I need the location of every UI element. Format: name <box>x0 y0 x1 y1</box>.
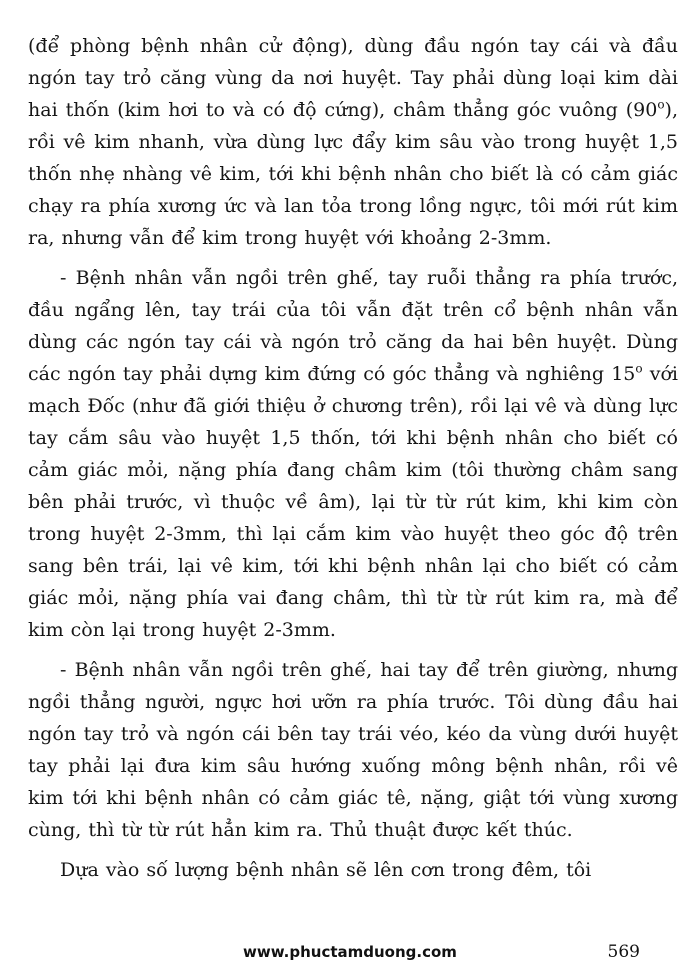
degree-superscript-2: o <box>635 361 643 376</box>
paragraph-2 <box>28 262 678 646</box>
degree-superscript-1: o <box>657 97 665 112</box>
paragraph-4: Dựa vào số lượng bệnh nhân sẽ lên cơn trong đêm, tôi <box>60 859 592 881</box>
page-body <box>28 30 678 886</box>
paragraph-1-text-b: ), rồi vê kim nhanh, vừa dùng lực đẩy kim sâu vào trong huyệt 1,5 thốn nhẹ nhàng vê kim, tới khi bệnh nhân cho biết là có cảm giác chạy ra phía xương ức và lan tỏa trong lồng ngực, tôi mới rút kim ra, nhưng vẫn để kim trong huyệt với khoảng 2-3mm. <box>28 99 678 249</box>
paragraph-1-text-a: (để phòng bệnh nhân cử động), dùng đầu ngón tay cái và đầu ngón tay trỏ căng vùng da nơi huyệt. Tay phải dùng loại kim dài hai thốn (kim hơi to và có độ cứng), châm thẳng góc vuông (90 <box>28 35 678 121</box>
paragraph-2-text-b: với mạch Đốc (như đã giới thiệu ở chương trên), rồi lại vê và dùng lực tay cắm sâu vào huyệt 1,5 thốn, tới khi bệnh nhân cho biết có cảm giác mỏi, nặng phía đang châm kim (tôi thường châm sang bên phải trước, vì thuộc về âm), lại từ từ rút kim, khi kim còn trong huyệt 2-3mm, thì lại cắm kim vào huyệt theo góc độ trên sang bên trái, lại vê kim, tới khi bệnh nhân lại cho biết có cảm giác mỏi, nặng phía vai đang châm, thì từ từ rút kim ra, mà để kim còn lại trong huyệt 2-3mm. <box>28 363 678 641</box>
paragraph-3: - Bệnh nhân vẫn ngồi trên ghế, hai tay để trên giường, nhưng ngồi thẳng người, ngực hơi ưỡn ra phía trước. Tôi dùng đầu hai ngón tay trỏ và ngón cái bên tay trái véo, kéo da vùng dưới huyệt tay phải lại đưa kim sâu hướng xuống mông bệnh nhân, rồi vê kim tới khi bệnh nhân có cảm giác tê, nặng, giật tới vùng xương cùng, thì từ từ rút hẳn kim ra. Thủ thuật được kết thúc. <box>28 659 678 841</box>
paragraph-2-text-a: - Bệnh nhân vẫn ngồi trên ghế, tay ruỗi thẳng ra phía trước, đầu ngẩng lên, tay trái của tôi vẫn đặt trên cổ bệnh nhân vẫn dùng các ngón tay cái và ngón trỏ căng da hai bên huyệt. Dùng các ngón tay phải dựng kim đứng có góc thẳng và nghiêng 15 <box>28 267 678 385</box>
paragraph-1 <box>28 30 678 254</box>
page-number: 569 <box>607 942 640 962</box>
footer-url: www.phuctamduong.com <box>243 943 457 961</box>
